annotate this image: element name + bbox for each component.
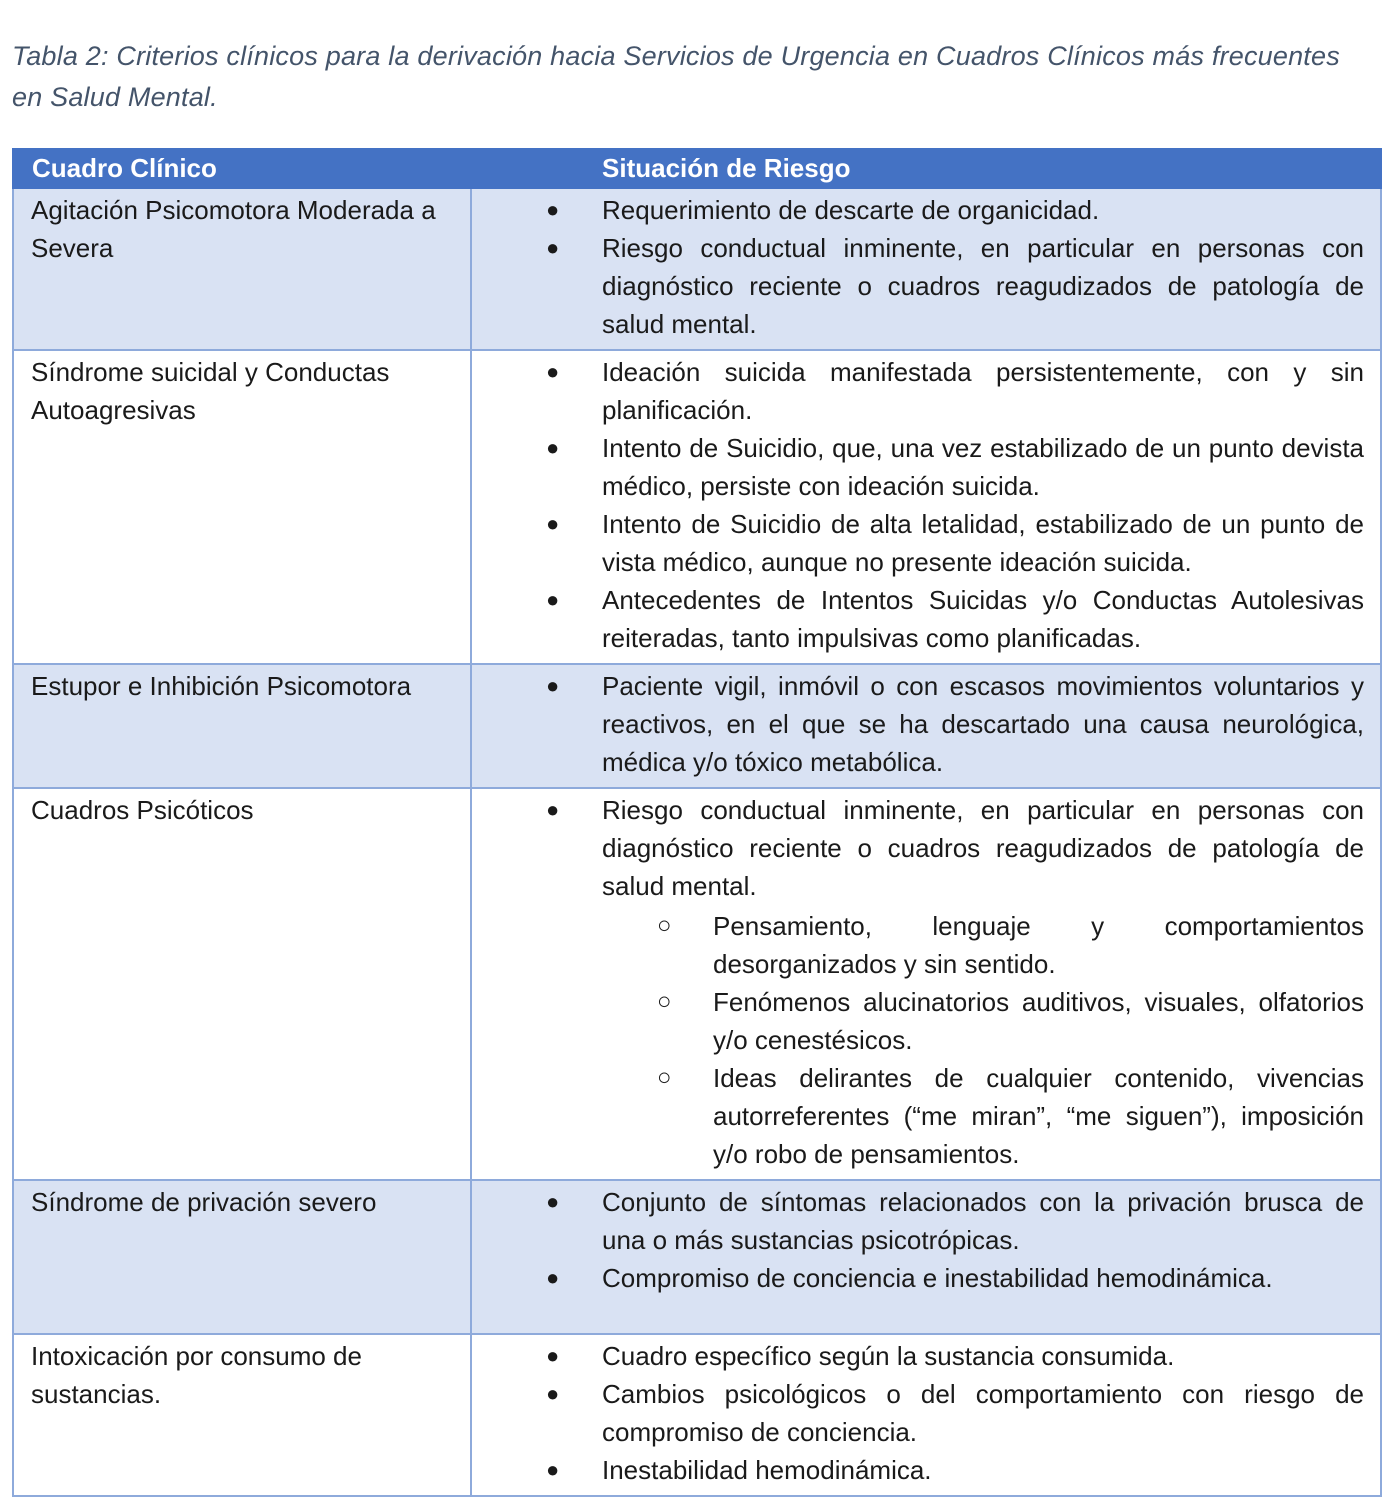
cuadro-cell: Síndrome de privación severo <box>13 1180 471 1334</box>
circle-bullet-icon: ○ <box>657 1064 672 1091</box>
bullet-icon: ● <box>546 1381 560 1406</box>
table-row <box>13 664 1381 788</box>
list-item: ● Cuadro específico según la sustancia consumida. <box>472 1337 1364 1375</box>
list-item: ● Riesgo conductual inminente, en particular en personas con diagnóstico reciente o cuadros reagudizados de patología de salud mental. ○ Pensamiento, lenguaje y comportamientos desorganizados y sin sentido. ○ Fenómenos alucinatorios auditivos, visuales, olfatorios y/o cenestésicos. ○ Ideas delirantes de cualquier contenido, vivencias autorreferentes (“me miran”, “me siguen”), imposición y/o robo de pensamientos. <box>472 791 1364 1173</box>
bullet-icon: ● <box>546 1189 560 1214</box>
bullet-icon: ● <box>546 1265 560 1290</box>
bullet-icon: ● <box>546 1457 560 1482</box>
table-row <box>13 788 1381 1180</box>
cuadro-cell: Cuadros Psicóticos <box>13 788 471 1180</box>
list-item: ● Paciente vigil, inmóvil o con escasos movimientos voluntarios y reactivos, en el que se ha descartado una causa neurológica, médica y/o tóxico metabólica. <box>472 667 1364 781</box>
header-cuadro-clinico: Cuadro Clínico <box>13 149 471 188</box>
list-item: ● Cambios psicológicos o del comportamiento con riesgo de compromiso de conciencia. <box>472 1375 1364 1451</box>
table-header-row <box>13 149 1381 188</box>
cuadro-cell: Intoxicación por consumo de sustancias. <box>13 1334 471 1496</box>
table-row <box>13 188 1381 350</box>
riesgo-cell <box>471 1180 1381 1334</box>
bullet-icon: ● <box>546 197 560 222</box>
circle-bullet-icon: ○ <box>657 988 672 1015</box>
cuadro-cell: Síndrome suicidal y Conductas Autoagresivas <box>13 350 471 664</box>
riesgo-cell <box>471 350 1381 664</box>
table-row <box>13 350 1381 664</box>
sub-list-item: ○ Ideas delirantes de cualquier contenido, vivencias autorreferentes (“me miran”, “me siguen”), imposición y/o robo de pensamientos. <box>472 1059 1364 1173</box>
list-item: ● Antecedentes de Intentos Suicidas y/o Conductas Autolesivas reiteradas, tanto impulsivas como planificadas. <box>472 581 1364 657</box>
sub-list-item: ○ Pensamiento, lenguaje y comportamientos desorganizados y sin sentido. <box>472 907 1364 983</box>
bullet-icon: ● <box>546 587 560 612</box>
circle-bullet-icon: ○ <box>657 912 672 939</box>
riesgo-cell <box>471 664 1381 788</box>
cuadro-cell: Estupor e Inhibición Psicomotora <box>13 664 471 788</box>
bullet-icon: ● <box>546 435 560 460</box>
bullet-icon: ● <box>546 511 560 536</box>
riesgo-cell <box>471 188 1381 350</box>
bullet-icon: ● <box>546 235 560 260</box>
bullet-icon: ● <box>546 359 560 384</box>
list-item: ● Intento de Suicidio, que, una vez estabilizado de un punto devista médico, persiste con ideación suicida. <box>472 429 1364 505</box>
table-caption: Tabla 2: Criterios clínicos para la derivación hacia Servicios de Urgencia en Cuadros Clínicos más frecuentes en Salud Mental. <box>12 41 1340 112</box>
list-item: ● Compromiso de conciencia e inestabilidad hemodinámica. <box>472 1259 1364 1297</box>
list-item: ● Inestabilidad hemodinámica. <box>472 1451 1364 1489</box>
table-row <box>13 1180 1381 1334</box>
list-item: ● Conjunto de síntomas relacionados con la privación brusca de una o más sustancias psicotrópicas. <box>472 1183 1364 1259</box>
cuadro-cell: Agitación Psicomotora Moderada a Severa <box>13 188 471 350</box>
list-item: ● Ideación suicida manifestada persistentemente, con y sin planificación. <box>472 353 1364 429</box>
list-item: ● Riesgo conductual inminente, en particular en personas con diagnóstico reciente o cuadros reagudizados de patología de salud mental. <box>472 229 1364 343</box>
riesgo-cell <box>471 788 1381 1180</box>
list-item: ● Intento de Suicidio de alta letalidad, estabilizado de un punto de vista médico, aunque no presente ideación suicida. <box>472 505 1364 581</box>
bullet-icon: ● <box>546 1343 560 1368</box>
sub-list-item: ○ Fenómenos alucinatorios auditivos, visuales, olfatorios y/o cenestésicos. <box>472 983 1364 1059</box>
bullet-icon: ● <box>546 673 560 698</box>
criteria-table <box>12 148 1382 1497</box>
list-item: ● Requerimiento de descarte de organicidad. <box>472 191 1364 229</box>
bullet-icon: ● <box>546 797 560 822</box>
header-situacion-riesgo: Situación de Riesgo <box>471 149 1381 188</box>
